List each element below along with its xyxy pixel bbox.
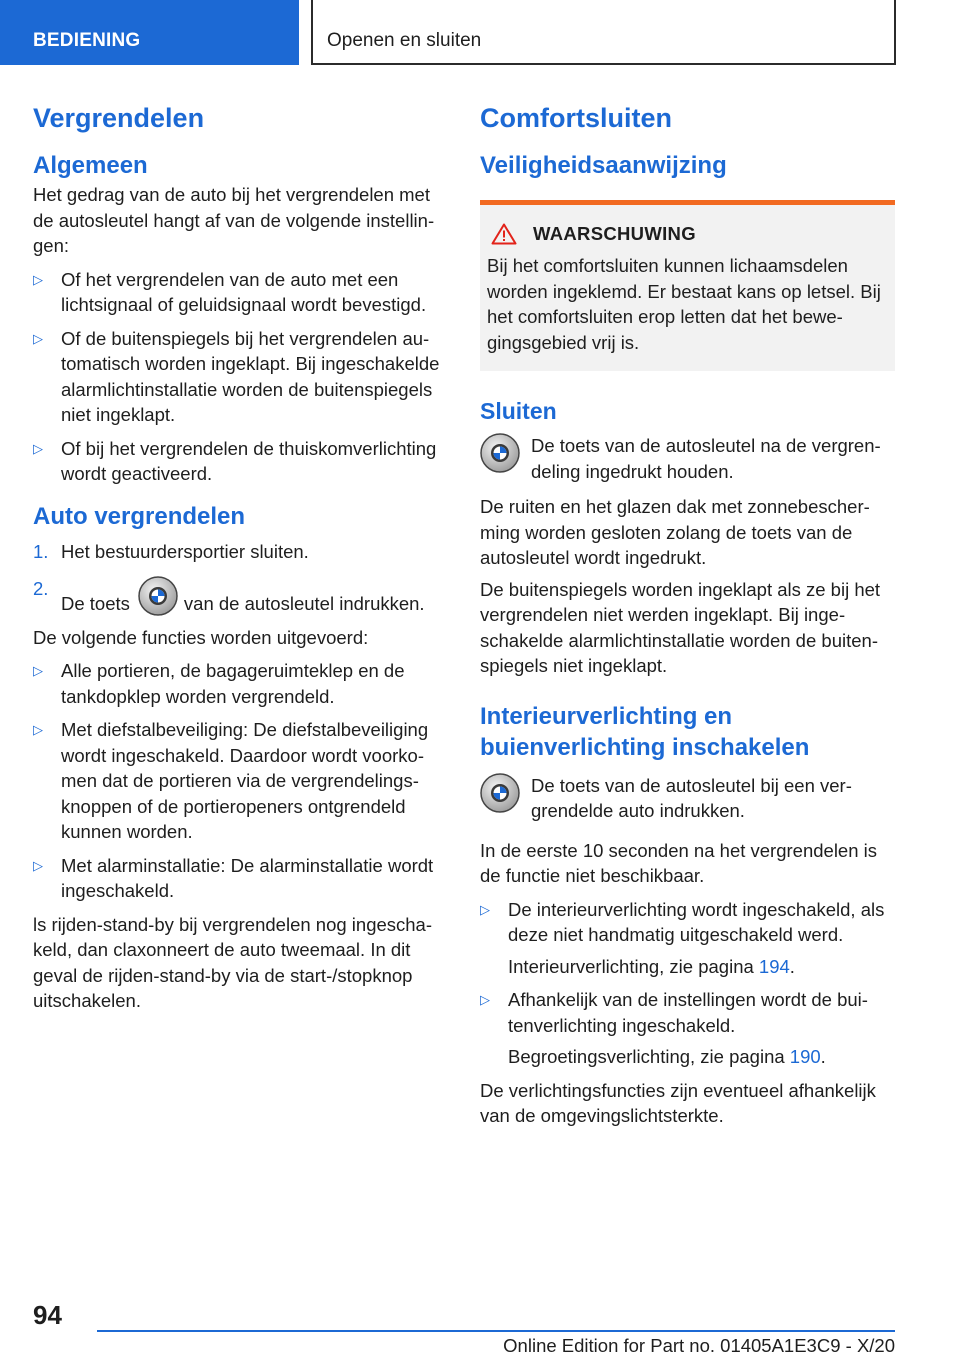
list-item: ▷ De interieurverlichting wordt ingeschakeld, als deze niet handmatig uitgeschakeld werd. Interieurverlichting, zie pagina 194. xyxy=(480,897,895,980)
left-column xyxy=(33,100,446,1014)
cross-reference: Interieurverlichting, zie pagina 194. xyxy=(508,955,795,977)
heading-algemeen: Algemeen xyxy=(33,152,148,179)
lock-functions-list xyxy=(33,658,446,904)
bmw-key-button-icon xyxy=(480,433,520,473)
triangle-right-icon: ▷ xyxy=(33,330,43,346)
triangle-right-icon: ▷ xyxy=(33,271,43,287)
step-item: 2. De toets van de autosleutel indrukken. xyxy=(33,578,425,614)
triangle-right-icon: ▷ xyxy=(480,901,490,917)
warning-title: WAARSCHUWING xyxy=(533,223,696,244)
page-number: 94 xyxy=(33,1300,62,1330)
cross-reference: Begroetingsverlichting, zie pagina 190. xyxy=(508,1046,826,1067)
triangle-right-icon: ▷ xyxy=(33,722,43,737)
lock-lead: De volgende functies worden uitgevoerd: xyxy=(33,626,369,648)
close-p2: De buitenspiegels worden ingeklapt als ze bij het vergrendelen niet werden ingeklapt. Bij ingeschakelde alarmlichtinstallatie worden de buitenspiegels niet ingeklapt. xyxy=(480,578,881,676)
general-intro: Het gedrag van de auto bij het vergrendelen met de autosleutel hangt af van de volgende instellingen: xyxy=(33,184,435,256)
header-section-label: BEDIENING xyxy=(33,30,141,51)
footer-edition: Online Edition for Part no. 01405A1E3C9 - X/20 xyxy=(503,1335,895,1356)
bmw-key-button-icon xyxy=(138,576,178,616)
lights-key-text: De toets van de autosleutel bij een vergrendelde auto indrukken. xyxy=(531,774,852,821)
list-item: ▷ Met diefstalbeveiliging: De diefstalbeveiliging wordt ingeschakeld. Daardoor wordt voorkomen dat de portieren via de vergrendelingsknoppen of de portieropeners ontgrendeld kunnen worden. xyxy=(33,719,429,842)
heading-auto-vergrendelen: Auto vergrendelen xyxy=(33,502,246,530)
close-p1: De ruiten en het glazen dak met zonnebescherming worden gesloten zolang de toets van de autosleutel wordt ingedrukt. xyxy=(480,496,870,568)
warning-text: Bij het comfortsluiten kunnen lichaamsdelen worden ingeklemd. Er bestaat kans op letsel. Bij het comfortsluiten erop letten dat het bewegingsgebied vrij is. xyxy=(487,255,881,353)
warning-box xyxy=(480,200,895,371)
close-key-instruction xyxy=(480,433,895,484)
header-section-tab xyxy=(0,0,299,65)
triangle-right-icon: ▷ xyxy=(33,663,43,678)
lights-p1: In de eerste 10 seconden na het vergrendelen is de functie niet beschikbaar. xyxy=(480,839,878,886)
bmw-key-button-icon xyxy=(480,773,520,813)
list-item: ▷ Met alarminstallatie: De alarminstallatie wordt ingeschakeld. xyxy=(33,854,434,901)
lock-steps xyxy=(33,539,446,617)
triangle-right-icon: ▷ xyxy=(480,992,490,1007)
warning-triangle-icon xyxy=(491,223,517,245)
header-chapter-tab xyxy=(311,0,896,65)
list-item: ▷ Afhankelijk van de instellingen wordt de buitenverlichting ingeschakeld. Begroetingsverlichting, zie pagina 190. xyxy=(480,987,895,1070)
triangle-right-icon: ▷ xyxy=(33,857,43,873)
triangle-right-icon: ▷ xyxy=(33,440,43,456)
heading-comfortsluiten: Comfortsluiten xyxy=(480,103,672,133)
list-item: ▷ Of het vergrendelen van de auto met een lichtsignaal of geluidsignaal wordt bevestigd. xyxy=(33,268,427,315)
list-item: ▷ Alle portieren, de bagageruimteklep en de tankdopklep worden vergrendeld. xyxy=(33,660,405,707)
heading-veiligheidsaanwijzing: Veiligheidsaanwijzing xyxy=(480,152,727,179)
list-item: ▷ Of de buitenspiegels bij het vergrendelen automatisch worden ingeklapt. Bij ingeschakelde alarmlichtinstallatie worden de buitenspiegels niet ingeklapt. xyxy=(33,327,440,425)
lights-list xyxy=(480,897,895,1070)
close-key-text: De toets van de autosleutel na de vergrendeling ingedrukt houden. xyxy=(531,435,881,482)
footer-divider xyxy=(97,1330,895,1332)
right-column xyxy=(480,100,895,1129)
lights-p2: De verlichtingsfuncties zijn eventueel afhankelijk van de omgevingslichtsterkte. xyxy=(480,1079,876,1126)
heading-sluiten: Sluiten xyxy=(480,398,557,424)
heading-interieurverlichting: Interieurverlichting en buienverlichting inschakelen xyxy=(480,702,810,761)
lights-key-instruction xyxy=(480,773,895,824)
page-link[interactable]: 194 xyxy=(758,955,790,977)
step-item: 1. Het bestuurdersportier sluiten. xyxy=(33,540,309,562)
header-chapter-label: Openen en sluiten xyxy=(327,30,482,51)
list-item: ▷ Of bij het vergrendelen de thuiskomverlichting wordt geactiveerd. xyxy=(33,437,437,484)
heading-vergrendelen: Vergrendelen xyxy=(33,103,205,133)
general-list xyxy=(33,267,446,487)
page-link[interactable]: 190 xyxy=(789,1046,821,1067)
lock-outro: ls rijden-stand-by bij vergrendelen nog ingeschakeld, dan claxonneert de auto tweemaal. In dit geval de rijden-stand-by via de start-/stopknop uitschakelen. xyxy=(33,913,433,1011)
